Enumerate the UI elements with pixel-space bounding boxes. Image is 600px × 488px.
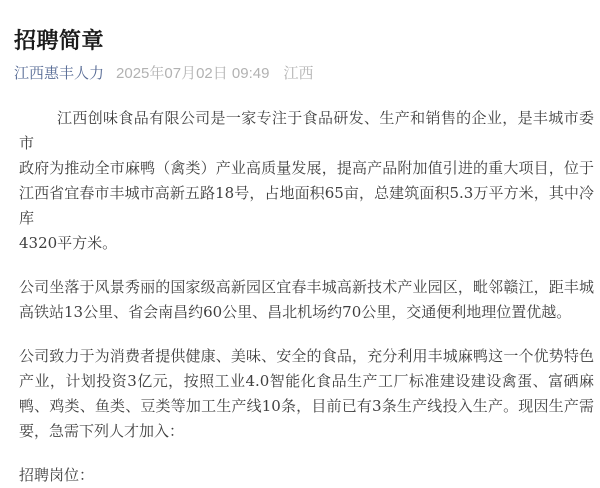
paragraph-line: 政府为推动全市麻鸭（禽类）产业高质量发展，提高产品附加值引进的重大项目，位于 <box>19 159 594 177</box>
paragraph-line: 招聘岗位： <box>19 466 95 484</box>
author-link[interactable]: 江西惠丰人力 <box>14 65 105 82</box>
paragraph-line: 要，急需下列人才加入： <box>19 422 185 440</box>
paragraph-line: 4320平方米。 <box>19 234 118 252</box>
paragraph-line: 高铁站13公里、省会南昌约60公里、昌北机场约70公里，交通便利地理位置优越。 <box>19 303 572 321</box>
paragraph-line: 江西创味食品有限公司是一家专注于食品研发、生产和销售的企业，是丰城市委市 <box>19 109 594 152</box>
paragraph-line: 鸭、鸡类、鱼类、豆类等加工生产线10条，目前已有3条生产线投入生产。现因生产需 <box>19 397 594 415</box>
article-body <box>0 106 600 488</box>
article-header <box>0 0 600 84</box>
paragraph-line: 公司坐落于风景秀丽的国家级高新园区宜春丰城高新技术产业园区，毗邻赣江，距丰城 <box>19 278 594 296</box>
paragraph-positions-heading <box>19 463 594 488</box>
paragraph-line: 公司致力于为消费者提供健康、美味、安全的食品，充分利用丰城麻鸭这一个优势特色 <box>19 347 594 365</box>
paragraph-company-intro <box>19 106 594 256</box>
page-title: 招聘简章 <box>14 28 105 53</box>
byline <box>14 64 586 84</box>
publish-location: 江西 <box>283 65 314 82</box>
paragraph-location <box>19 275 594 325</box>
publish-date: 2025年07月02日 09:49 <box>116 65 270 82</box>
paragraph-production <box>19 344 594 444</box>
paragraph-line: 产业，计划投资3亿元，按照工业4.0智能化食品生产工厂标准建设建设禽蛋、富硒麻 <box>19 372 594 390</box>
paragraph-line: 江西省宜春市丰城市高新五路18号，占地面积65亩，总建筑面积5.3万平方米，其中冷库 <box>19 184 594 227</box>
